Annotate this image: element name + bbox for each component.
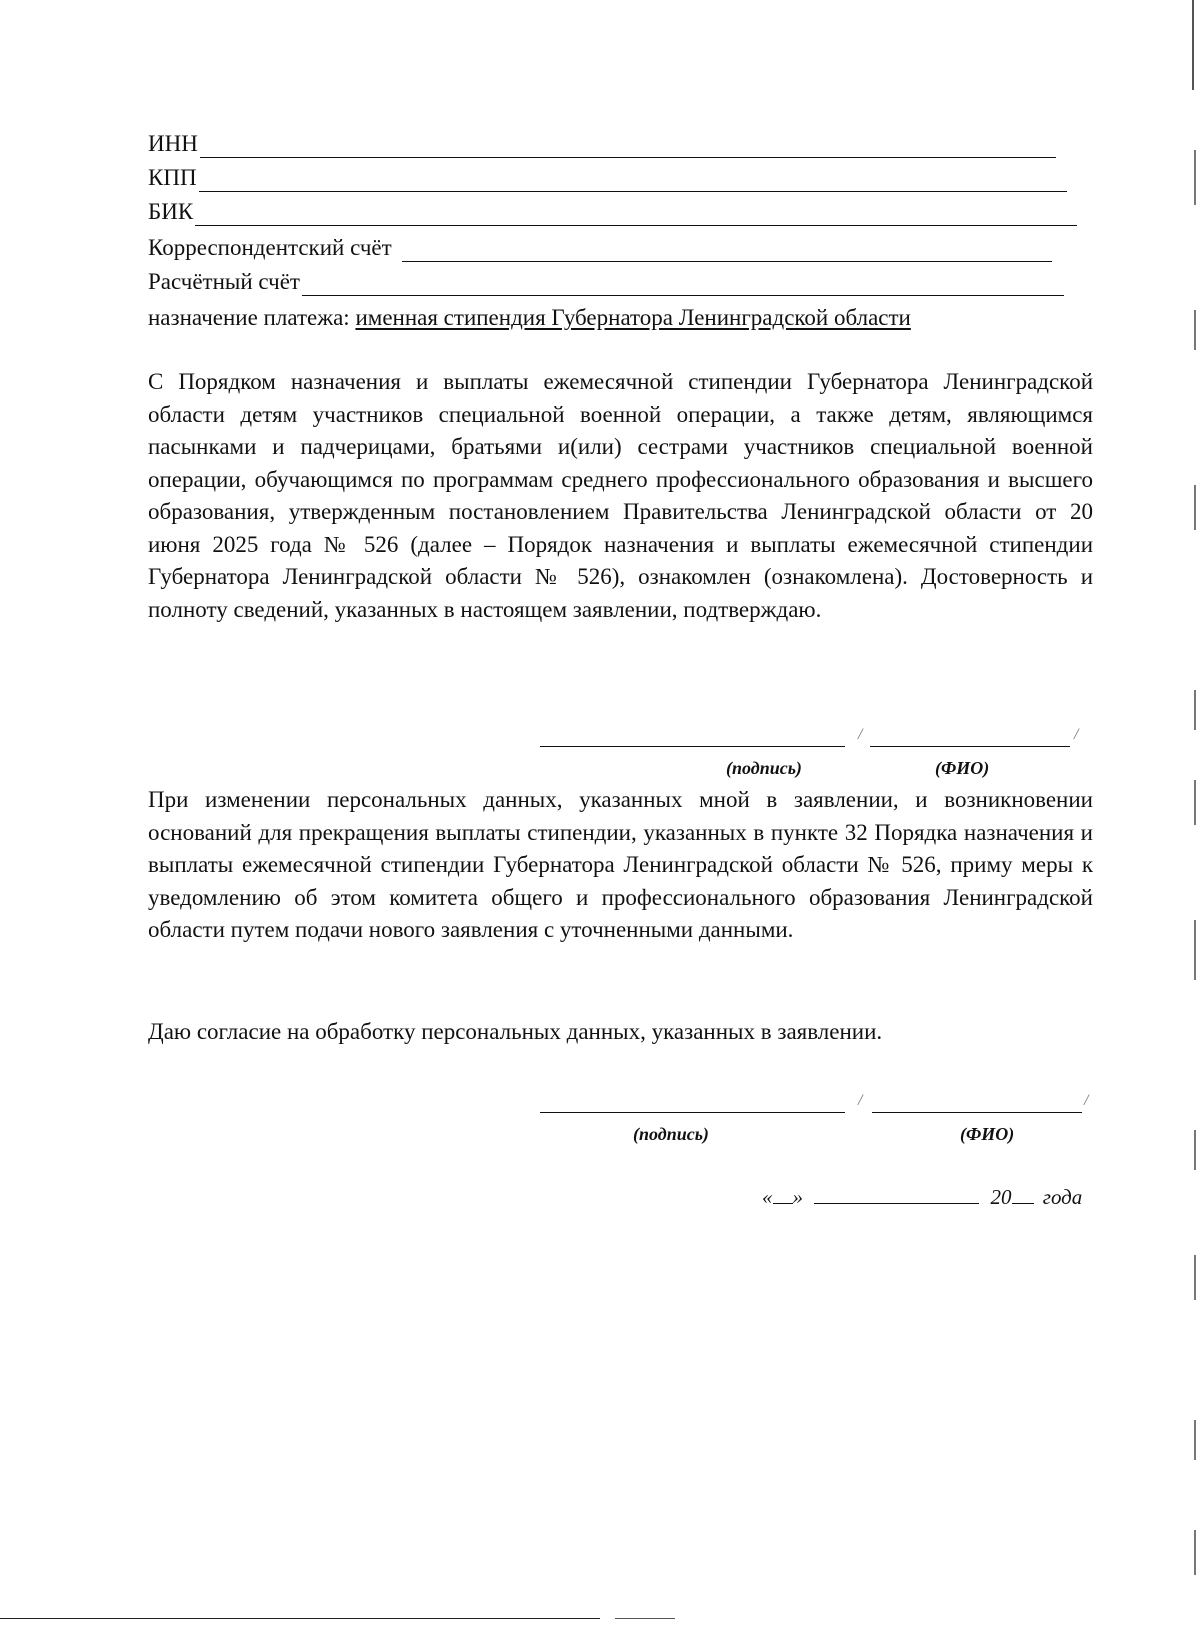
signature-line[interactable] [540,1112,845,1113]
bik-input-line[interactable] [195,203,1077,226]
year-suffix: года [1042,1185,1083,1209]
inn-label: ИНН [148,131,198,156]
acknowledgement-paragraph: С Порядком назначения и выплаты ежемесячной стипендии Губернатора Ленинградской области детям участников специальной военной операции, а также детям, являющимся пасынками и падчерицами, братьями и(или) сестрами участников специальной военной операции, обучающимся по программам среднего профессионального образования и высшего образования, утвержденным постановлением Правительства Ленинградской области от 20 июня 2025 года № 526 (далее – Порядок назначения и выплаты ежемесячной стипендии Губернатора Ленинградской области № 526), ознакомлен (ознакомлена). Достоверность и полноту сведений, указанных в настоящем заявлении, подтверждаю. [148,369,1093,622]
payment-purpose [148,304,911,332]
bik-label: БИК [148,199,194,224]
bottom-divider [0,1618,600,1619]
signature-caption: (подпись) [633,1124,709,1144]
slash-mark: / [1084,1092,1089,1109]
year-input-line[interactable] [1012,1185,1034,1204]
scan-edge-mark [1194,920,1196,980]
name-caption: (ФИО) [935,758,990,778]
kpp-input-line[interactable] [199,169,1067,192]
scan-edge-mark [1194,780,1196,825]
payment-purpose-label: назначение платежа: [148,305,350,330]
scan-edge-mark [1192,0,1194,90]
date-open-quote: « [762,1185,773,1209]
date-close-quote: » [792,1185,803,1209]
month-input-line[interactable] [814,1185,979,1204]
corr-account-field [148,234,1052,262]
corr-account-input-line[interactable] [402,239,1052,262]
slash-mark: / [1074,726,1079,743]
scan-edge-mark [1194,1130,1196,1170]
scan-edge-mark [1194,1530,1196,1575]
bik-field [148,198,1077,226]
notification-paragraph: При изменении персональных данных, указанных мной в заявлении, и возникновении оснований для прекращения выплаты стипендии, указанных в пункте 32 Порядка назначения и выплаты ежемесячной стипендии Губернатора Ленинградской области № 526, приму меры к уведомлению об этом комитета общего и профессионального образования Ленинградской области путем подачи нового заявления с уточненными данными. [148,787,1093,942]
scan-edge-mark [1194,485,1196,530]
name-line[interactable] [870,746,1070,747]
consent-paragraph: Даю согласие на обработку персональных данных, указанных в заявлении. [148,1019,883,1044]
settlement-account-input-line[interactable] [302,273,1064,296]
slash-mark: / [858,726,863,743]
signature-line[interactable] [540,746,845,747]
inn-field [148,130,1056,158]
slash-mark: / [858,1092,863,1109]
inn-input-line[interactable] [200,135,1056,158]
scan-edge-mark [1194,310,1196,350]
bottom-divider-dash [615,1618,675,1619]
settlement-account-field [148,268,1064,296]
corr-account-label: Корреспондентский счёт [148,235,392,260]
signature-caption: (подпись) [726,758,802,778]
date-row [762,1185,1082,1210]
scan-edge-mark [1194,150,1196,205]
settlement-account-label: Расчётный счёт [148,269,300,294]
scan-edge-mark [1194,690,1196,730]
year-prefix: 20 [990,1185,1012,1209]
payment-purpose-value: именная стипендия Губернатора Ленинградской области [355,305,911,330]
name-line[interactable] [872,1112,1082,1113]
kpp-label: КПП [148,165,197,190]
day-input-line[interactable] [773,1185,793,1204]
scan-edge-mark [1194,1255,1196,1300]
scan-edge-mark [1194,1420,1196,1460]
kpp-field [148,164,1067,192]
name-caption: (ФИО) [960,1124,1015,1144]
